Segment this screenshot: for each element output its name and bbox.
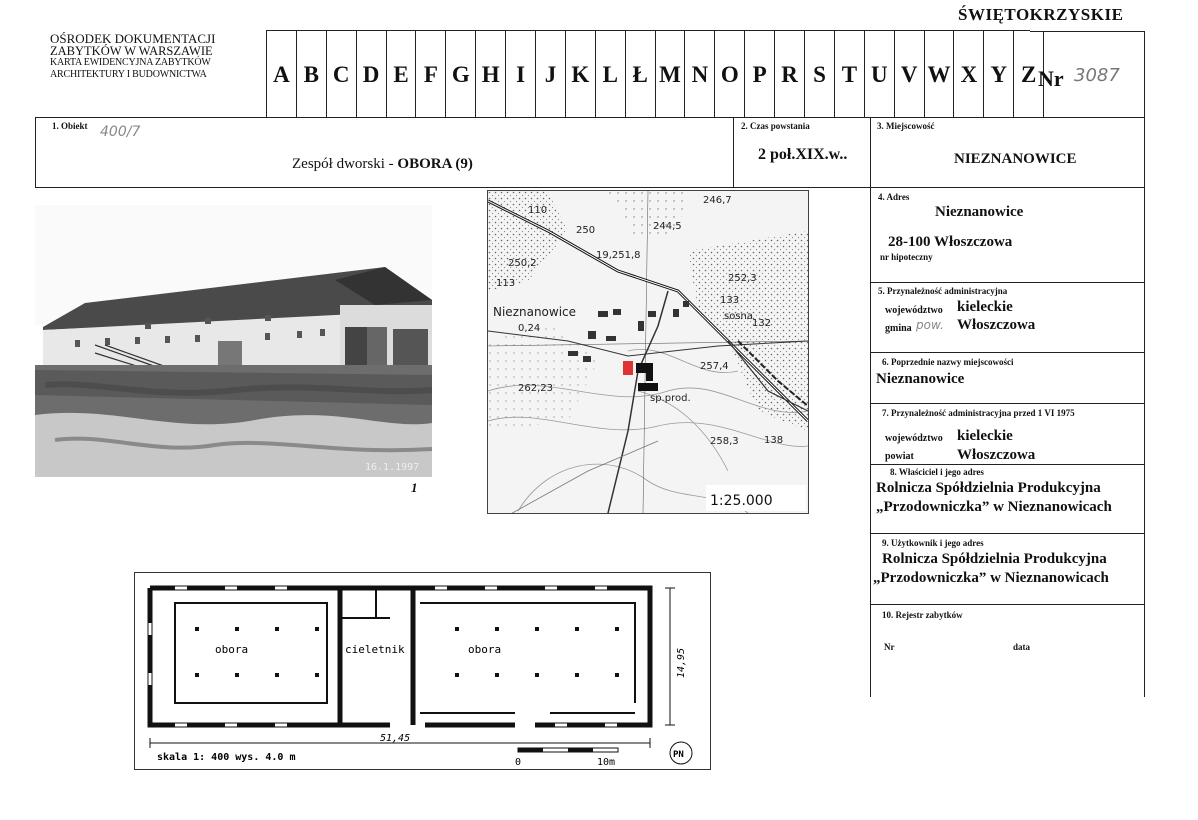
map-label: 252,3	[728, 273, 757, 284]
adres-label: 4. Adres	[878, 192, 910, 202]
gmina-label: gmina	[885, 323, 912, 334]
index-letter-18: S	[805, 31, 835, 118]
adres-line1: Nieznanowice	[935, 204, 1024, 220]
uzytk-label: 9. Użytkownik i jego adres	[882, 538, 984, 548]
map-label: 262,23	[518, 383, 553, 394]
map-label: 258,3	[710, 436, 739, 447]
index-letter-5: F	[416, 31, 446, 118]
room-obora-1: obora	[215, 643, 249, 656]
obiekt-value-prefix: Zespół dworski -	[292, 156, 394, 172]
obiekt-value-main: OBORA (9)	[397, 156, 473, 172]
index-letter-17: R	[775, 31, 805, 118]
index-letter-16: P	[745, 31, 775, 118]
floor-plan	[134, 572, 711, 770]
obiekt-label: 1. Obiekt	[52, 121, 88, 131]
sep-7	[870, 464, 1144, 465]
map-label: sp.prod.	[650, 393, 691, 404]
wlasc-label: 8. Właściciel i jego adres	[890, 467, 984, 477]
bar-start: 0	[515, 757, 522, 768]
index-letter-13: M	[656, 31, 686, 118]
index-letter-4: E	[387, 31, 417, 118]
sep-4	[870, 282, 1144, 283]
right-column-border	[870, 187, 871, 697]
index-letter-6: G	[446, 31, 476, 118]
sep-8	[870, 533, 1144, 534]
sep-6	[870, 403, 1144, 404]
index-letter-10: K	[566, 31, 596, 118]
row1-bottom-line	[35, 187, 1145, 188]
index-letter-3: D	[357, 31, 387, 118]
index-letter-25: Z	[1014, 31, 1044, 118]
map-label: 110	[528, 205, 548, 216]
header-bottom-line	[35, 117, 1145, 118]
map-scale: 1:25.000	[710, 493, 773, 509]
number-value: 3087	[1074, 65, 1120, 86]
map-label: 250,2	[508, 258, 537, 269]
map-label: 132	[752, 318, 772, 329]
czas-label: 2. Czas powstania	[741, 121, 810, 131]
building-photo	[35, 205, 432, 477]
left-outer-border	[35, 117, 36, 187]
index-letter-0: A	[267, 31, 297, 118]
obiekt-value	[292, 156, 473, 173]
sep-5	[870, 352, 1144, 353]
map-label: 113	[496, 278, 516, 289]
woj1975-value: kieleckie	[957, 428, 1013, 444]
index-letter-20: U	[865, 31, 895, 118]
powiat-label: powiat	[885, 451, 914, 462]
uzytk-line2: „Przodowniczka” w Nieznanowicach	[873, 570, 1109, 586]
rejestr-nr: Nr	[884, 642, 895, 652]
map-label: Nieznanowice	[493, 305, 577, 319]
index-letter-21: V	[895, 31, 925, 118]
number-label: Nr	[1038, 66, 1064, 91]
row1-divider-1	[733, 117, 734, 187]
poprz-value: Nieznanowice	[876, 371, 965, 387]
map-label: 138	[764, 435, 784, 446]
map-label: 250	[576, 225, 596, 236]
gmina-note: pow.	[916, 318, 944, 332]
index-letter-23: X	[954, 31, 984, 118]
gmina-value: Włoszczowa	[957, 317, 1036, 333]
index-letter-19: T	[835, 31, 865, 118]
poprz-label: 6. Poprzednie nazwy miejscowości	[882, 357, 1014, 367]
woj1975-label: województwo	[885, 433, 943, 444]
number-box	[1030, 31, 1145, 119]
woj-value: kieleckie	[957, 299, 1013, 315]
index-letter-12: Ł	[626, 31, 656, 118]
map-label: 0,24	[518, 323, 541, 334]
index-letter-8: I	[506, 31, 536, 118]
index-letter-1: B	[297, 31, 327, 118]
institution-block	[50, 33, 260, 81]
map-label: 246,7	[703, 195, 732, 206]
adres-line2: 28-100 Włoszczowa	[888, 234, 1013, 250]
index-letter-24: Y	[984, 31, 1014, 118]
institution-line-1: OŚRODEK DOKUMENTACJI	[50, 31, 216, 46]
map-label: 244,5	[653, 221, 682, 232]
photo-stamp: 16.1.1997	[365, 462, 420, 473]
rejestr-data: data	[1013, 642, 1031, 652]
index-letter-9: J	[536, 31, 566, 118]
miejsc-value: NIEZNANOWICE	[954, 151, 1077, 167]
wlasc-line2: „Przodowniczka” w Nieznanowicach	[876, 499, 1112, 515]
institution-line-4: ARCHITEKTURY I BUDOWNICTWA	[50, 69, 207, 80]
nr-hipoteczny: nr hipoteczny	[880, 252, 933, 262]
row1-divider-2	[870, 117, 871, 187]
north-arrow: PN	[673, 750, 684, 760]
region-title: ŚWIĘTOKRZYSKIE	[958, 5, 1124, 24]
photo-number: 1	[411, 480, 418, 495]
index-letter-11: L	[596, 31, 626, 118]
sep-9	[870, 604, 1144, 605]
institution-line-2: ZABYTKÓW W WARSZAWIE	[50, 44, 213, 58]
obiekt-note: 400/7	[100, 124, 141, 140]
institution-line-3: KARTA EWIDENCYJNA ZABYTKÓW	[50, 57, 211, 68]
right-outer-border	[1144, 117, 1145, 697]
map-label: 133	[720, 295, 740, 306]
width-dimension: 51,45	[380, 733, 411, 744]
map-label: sosna	[724, 311, 754, 322]
index-letters	[266, 31, 1044, 118]
depth-dimension: 14,95	[676, 647, 687, 678]
room-obora-2: obora	[468, 643, 502, 656]
index-letter-2: C	[327, 31, 357, 118]
rejestr-label: 10. Rejestr zabytków	[882, 610, 963, 620]
powiat-value: Włoszczowa	[957, 447, 1036, 463]
index-letter-15: O	[715, 31, 745, 118]
uzytk-line1: Rolnicza Spółdzielnia Produkcyjna	[882, 551, 1107, 567]
przyn1975-label: 7. Przynależność administracyjna przed 1 VI 1975	[882, 408, 1075, 418]
bar-end: 10m	[597, 757, 616, 768]
przyn-label: 5. Przynależność administracyjna	[878, 286, 1008, 296]
map-label: 257,4	[700, 361, 729, 372]
location-map	[487, 190, 809, 514]
index-letter-22: W	[925, 31, 955, 118]
wlasc-line1: Rolnicza Spółdzielnia Produkcyjna	[876, 480, 1101, 496]
room-cieletnik: cieletnik	[345, 643, 405, 656]
index-letter-14: N	[685, 31, 715, 118]
map-label: 19,251,8	[596, 250, 641, 261]
woj-label: województwo	[885, 305, 943, 316]
index-letter-7: H	[476, 31, 506, 118]
plan-scale: skala 1: 400 wys. 4.0 m	[157, 752, 296, 763]
miejsc-label: 3. Miejscowość	[877, 121, 935, 131]
czas-value: 2 poł.XIX.w..	[758, 146, 848, 163]
